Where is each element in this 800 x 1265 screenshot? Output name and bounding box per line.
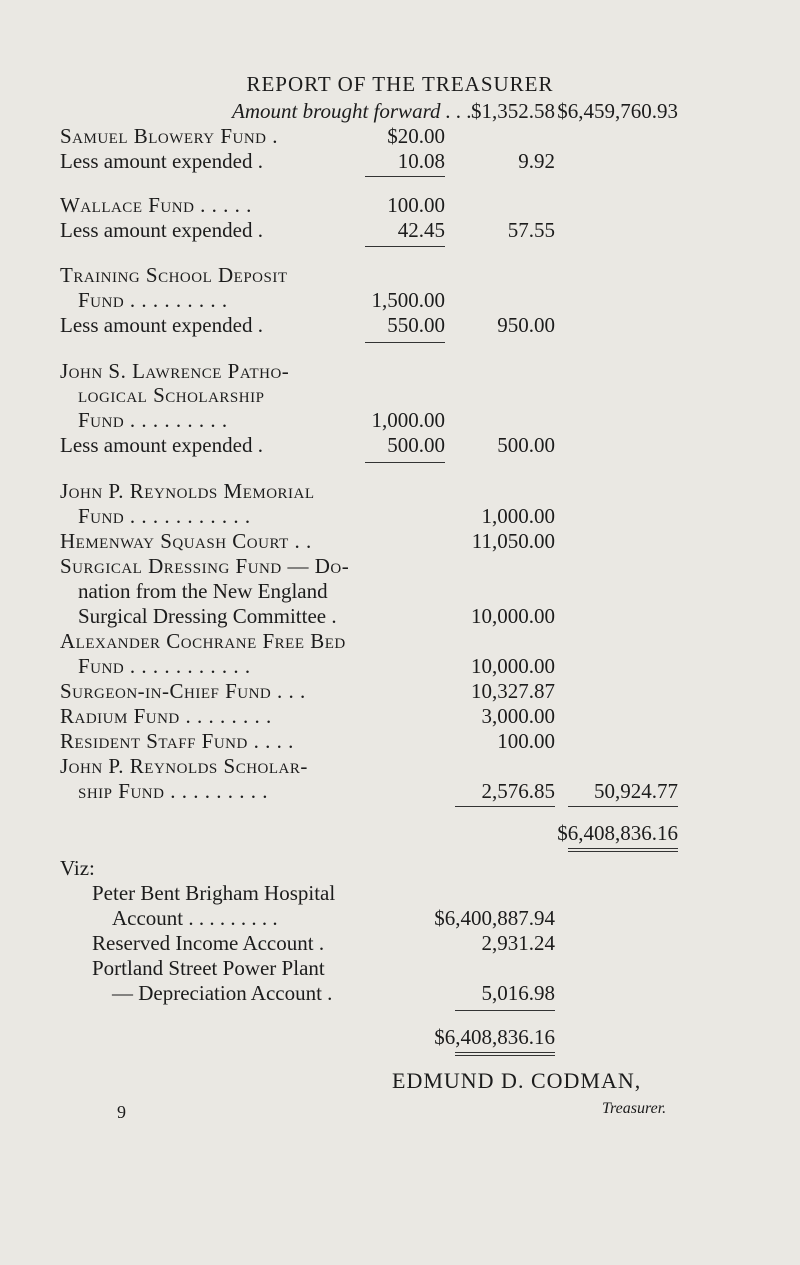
- training-fund-name-1: Training School Deposit: [60, 263, 288, 287]
- lawrence-fund-name-1: John S. Lawrence Patho-: [60, 359, 290, 383]
- fund-7-line2: ship Fund . . . . . . . . .: [78, 779, 268, 803]
- fund-2-line1: Surgical Dressing Fund — Do-: [60, 554, 350, 578]
- lawrence-rule: [365, 462, 445, 463]
- viz-item-0-line2: Account . . . . . . . . .: [112, 906, 278, 930]
- signature-name: EDMUND D. CODMAN,: [392, 1068, 642, 1093]
- lawrence-fund-name-2: logical Scholarship: [78, 383, 265, 407]
- training-rule: [365, 342, 445, 343]
- signature-title: Treasurer.: [602, 1100, 667, 1117]
- fund-3-line2: Fund . . . . . . . . . . .: [78, 654, 251, 678]
- samuel-less-amount: 10.08: [397, 149, 445, 173]
- samuel-rule: [365, 176, 445, 177]
- fund-6-value: 100.00: [497, 729, 555, 753]
- fund-3-value: 10,000.00: [471, 654, 555, 678]
- fund-1-line1: Hemenway Squash Court . .: [60, 529, 312, 553]
- fund-0-line1: John P. Reynolds Memorial: [60, 479, 315, 503]
- fund-5-line1: Radium Fund . . . . . . . .: [60, 704, 272, 728]
- lawrence-net-amount: 500.00: [497, 433, 555, 457]
- training-less-label: Less amount expended .: [60, 313, 263, 337]
- funds-rule-col2: [455, 806, 555, 807]
- brought-forward-col3: $6,459,760.93: [557, 99, 678, 123]
- training-net-amount: 950.00: [497, 313, 555, 337]
- fund-4-line1: Surgeon-in-Chief Fund . . .: [60, 679, 306, 703]
- brought-forward-col2: $1,352.58: [471, 99, 555, 123]
- wallace-net-amount: 57.55: [507, 218, 555, 242]
- fund-4-value: 10,327.87: [471, 679, 555, 703]
- samuel-less-label: Less amount expended .: [60, 149, 263, 173]
- fund-2-line3: Surgical Dressing Committee .: [78, 604, 337, 628]
- viz-rule: [455, 1010, 555, 1011]
- fund-7-value: 2,576.85: [481, 779, 555, 803]
- fund-2-value: 10,000.00: [471, 604, 555, 628]
- fund-0-line2: Fund . . . . . . . . . . .: [78, 504, 251, 528]
- wallace-fund-name: Wallace Fund . . . . .: [60, 193, 252, 217]
- lawrence-fund-amount: 1,000.00: [371, 408, 445, 432]
- viz-item-2-line1: Portland Street Power Plant: [92, 956, 325, 980]
- fund-3-line1: Alexander Cochrane Free Bed: [60, 629, 346, 653]
- fund-1-value: 11,050.00: [471, 529, 555, 553]
- funds-rule-col3: [568, 806, 678, 807]
- grand-total: $6,408,836.16: [557, 821, 678, 845]
- fund-2-line2: nation from the New England: [78, 579, 328, 603]
- wallace-less-amount: 42.45: [397, 218, 445, 242]
- fund-7-line1: John P. Reynolds Scholar-: [60, 754, 308, 778]
- viz-item-1-line1: Reserved Income Account .: [92, 931, 325, 955]
- viz-item-2-line2: — Depreciation Account .: [112, 981, 333, 1005]
- viz-total: $6,408,836.16: [434, 1025, 555, 1049]
- lawrence-less-amount: 500.00: [387, 433, 445, 457]
- samuel-fund-name: Samuel Blowery Fund .: [60, 124, 279, 148]
- grand-total-double-rule: [568, 848, 678, 852]
- fund-0-value: 1,000.00: [481, 504, 555, 528]
- wallace-rule: [365, 246, 445, 247]
- training-less-amount: 550.00: [387, 313, 445, 337]
- brought-forward-label: Amount brought forward . . .: [232, 99, 472, 123]
- viz-item-2-value: 5,016.98: [481, 981, 555, 1005]
- lawrence-less-label: Less amount expended .: [60, 433, 263, 457]
- page-number: 9: [117, 1102, 126, 1122]
- viz-item-1-value: 2,931.24: [481, 931, 555, 955]
- fund-6-line1: Resident Staff Fund . . . .: [60, 729, 294, 753]
- samuel-net-amount: 9.92: [518, 149, 555, 173]
- viz-label: Viz:: [60, 856, 95, 880]
- viz-item-0-line1: Peter Bent Brigham Hospital: [92, 881, 336, 905]
- viz-item-0-value: $6,400,887.94: [434, 906, 555, 930]
- funds-total: 50,924.77: [594, 779, 678, 803]
- wallace-less-label: Less amount expended .: [60, 218, 263, 242]
- training-fund-amount: 1,500.00: [371, 288, 445, 312]
- samuel-fund-amount: $20.00: [387, 124, 445, 148]
- lawrence-fund-name-3: Fund . . . . . . . . .: [78, 408, 228, 432]
- wallace-fund-amount: 100.00: [387, 193, 445, 217]
- viz-total-double-rule: [455, 1052, 555, 1056]
- page-header: REPORT OF THE TREASURER: [246, 72, 554, 96]
- training-fund-name-2: Fund . . . . . . . . .: [78, 288, 228, 312]
- fund-5-value: 3,000.00: [481, 704, 555, 728]
